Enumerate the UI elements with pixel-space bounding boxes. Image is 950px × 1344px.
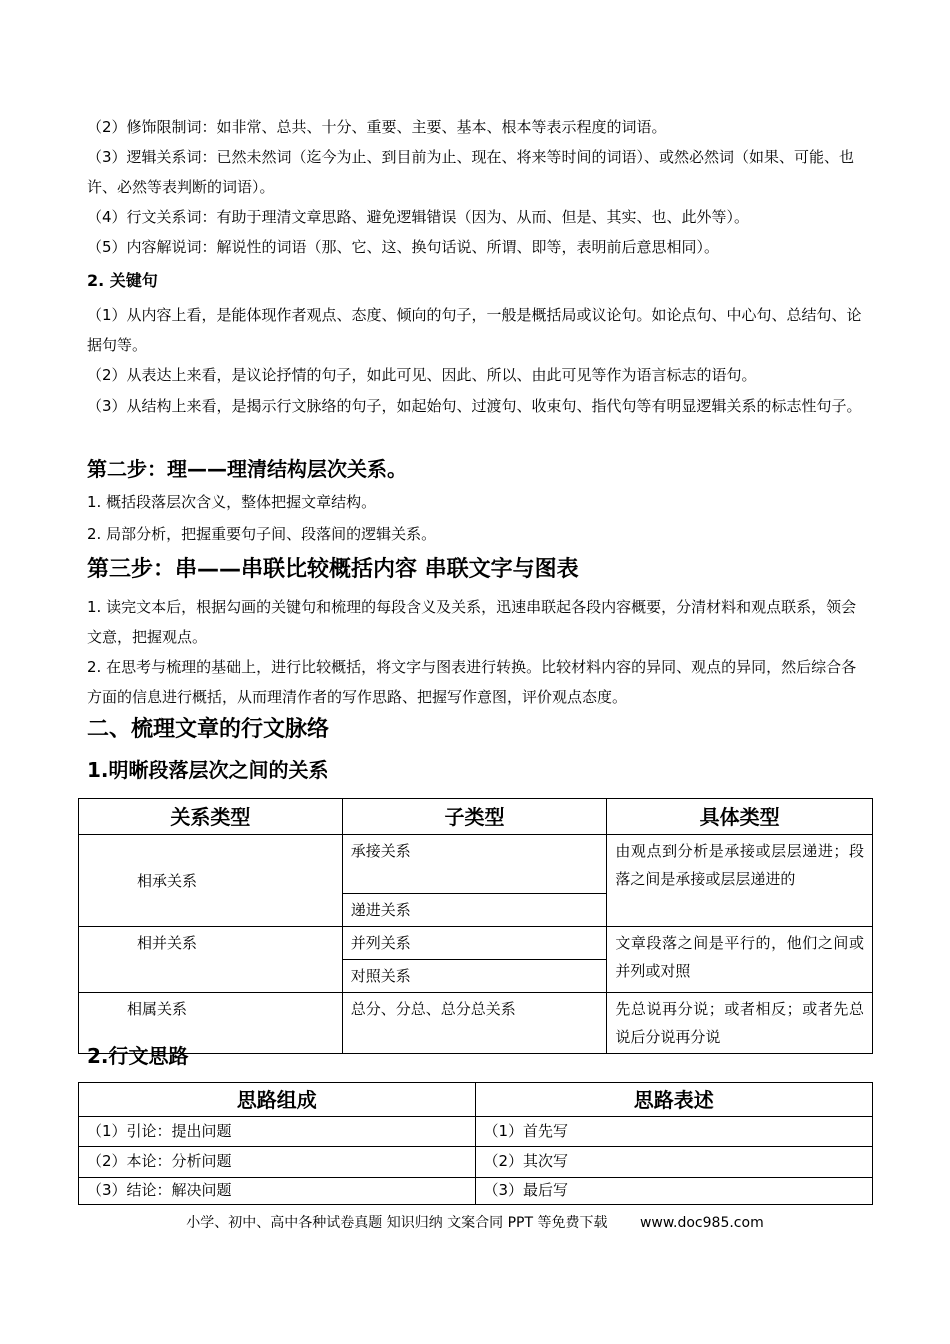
cell-text: （3）结论：解决问题: [87, 1181, 232, 1199]
table-cell: [79, 1147, 476, 1178]
header-thought-expression: 思路表述: [475, 1083, 873, 1117]
cell-text: （1）首先写: [483, 1122, 569, 1140]
subtype-cell: [342, 894, 607, 927]
paragraph-logic-words: （3）逻辑关系词：已然未然词（迄今为止、到目前为止、现在、将来等时间的词语）、或然必然词（如果、可能、也许、必然等表判断的词语）。: [87, 148, 855, 196]
table-cell: [475, 1178, 873, 1205]
paragraph-relations-table: [78, 798, 873, 1054]
paragraph-key-sentence-expression: （2）从表达上来看，是议论抒情的句子，如此可见、因此、所以、由此可见等作为语言标志的语句。: [87, 366, 757, 384]
cell-text: （2）其次写: [483, 1152, 569, 1170]
step-three-item-1: 1. 读完文本后，根据勾画的关键句和梳理的每段含义及关系，迅速串联起各段内容概要，分清材料和观点联系，领会文意，把握观点。: [87, 598, 857, 646]
paragraph-key-sentence-content: （1）从内容上看，是能体现作者观点、态度、倾向的句子，一般是概括局或议论句。如论点句、中心句、总结句、论据句等。: [87, 306, 862, 354]
table-row: [79, 1147, 873, 1178]
table-header-row: [79, 799, 873, 835]
footer-text: 小学、初中、高中各种试卷真题 知识归纳 文案合同 PPT 等免费下载: [186, 1215, 608, 1231]
cell-text: （1）引论：提出问题: [87, 1122, 232, 1140]
relation-type-label: 相并关系: [137, 934, 198, 952]
relation-type-label: 相承关系: [137, 871, 198, 890]
writing-thought-table: [78, 1082, 873, 1205]
step-three-item-2: 2. 在思考与梳理的基础上，进行比较概括，将文字与图表进行转换。比较材料内容的异同、观点的异同，然后综合各方面的信息进行概括，从而理清作者的写作思路、把握写作意图，评价观点态度。: [87, 658, 857, 706]
paragraph-modifier-words: （2）修饰限制词：如非常、总共、十分、重要、主要、基本、根本等表示程度的词语。: [87, 118, 667, 136]
table-row: [79, 993, 873, 1054]
table-row: [79, 1117, 873, 1147]
description-cell: [607, 927, 873, 993]
relation-type-cell: [79, 835, 343, 927]
paragraph-connective-words: （4）行文关系词：有助于理清文章思路、避免逻辑错误（因为、从而、但是、其实、也、此外等）。: [87, 208, 750, 226]
header-subtype: 子类型: [342, 799, 607, 835]
table-cell: [79, 1117, 476, 1147]
heading-paragraph-relations: 1.明晰段落层次之间的关系: [87, 758, 329, 782]
relation-type-cell: [79, 927, 343, 993]
heading-writing-thought: 2.行文思路: [87, 1044, 189, 1068]
subtype-cell: [342, 835, 607, 894]
heading-step-three: 第三步：串——串联比较概括内容 串联文字与图表: [87, 557, 579, 582]
subtype-label: 并列关系: [350, 934, 411, 952]
subtype-cell: [342, 927, 607, 960]
table-cell: [475, 1117, 873, 1147]
table-row: [79, 1178, 873, 1205]
paragraph-explanatory-words: （5）内容解说词：解说性的词语（那、它、这、换句话说、所谓、即等，表明前后意思相同）。: [87, 238, 720, 256]
header-thought-components: 思路组成: [79, 1083, 476, 1117]
step-two-item-2: 2. 局部分析，把握重要句子间、段落间的逻辑关系。: [87, 525, 437, 543]
subtype-label: 对照关系: [350, 967, 411, 985]
heading-step-two: 第二步：理——理清结构层次关系。: [87, 457, 407, 481]
page-footer: [0, 1212, 950, 1232]
table-row: [79, 835, 873, 894]
subtype-label: 承接关系: [350, 842, 411, 860]
cell-text: （2）本论：分析问题: [87, 1152, 232, 1170]
paragraph-key-sentence-structure: （3）从结构上来看，是揭示行文脉络的句子，如起始句、过渡句、收束句、指代句等有明显逻辑关系的标志性句子。: [87, 397, 862, 415]
table-cell: [475, 1147, 873, 1178]
table-header-row: [79, 1083, 873, 1117]
subtype-label: 总分、分总、总分总关系: [350, 1000, 516, 1018]
table-row: [79, 927, 873, 960]
subtype-cell: [342, 960, 607, 993]
cell-text: （3）最后写: [483, 1181, 569, 1199]
subtype-label: 递进关系: [350, 901, 411, 919]
header-specific-type: 具体类型: [607, 799, 873, 835]
description-cell: [607, 835, 873, 927]
heading-key-sentences: 2. 关键句: [87, 271, 158, 290]
header-relation-type: 关系类型: [79, 799, 343, 835]
description-text: 由观点到分析是承接或层层递进；段落之间是承接或层层递进的: [615, 842, 864, 888]
description-text: 文章段落之间是平行的，他们之间或并列或对照: [615, 934, 864, 980]
step-two-item-1: 1. 概括段落层次含义，整体把握文章结构。: [87, 493, 377, 511]
description-text: 先总说再分说；或者相反；或者先总说后分说再分说: [615, 1000, 864, 1046]
relation-type-label: 相属关系: [127, 1000, 188, 1018]
heading-part-two: 二、梳理文章的行文脉络: [87, 717, 330, 742]
footer-link[interactable]: www.doc985.com: [639, 1215, 764, 1231]
table-cell: [79, 1178, 476, 1205]
description-cell: [607, 993, 873, 1054]
subtype-cell: [342, 993, 607, 1054]
